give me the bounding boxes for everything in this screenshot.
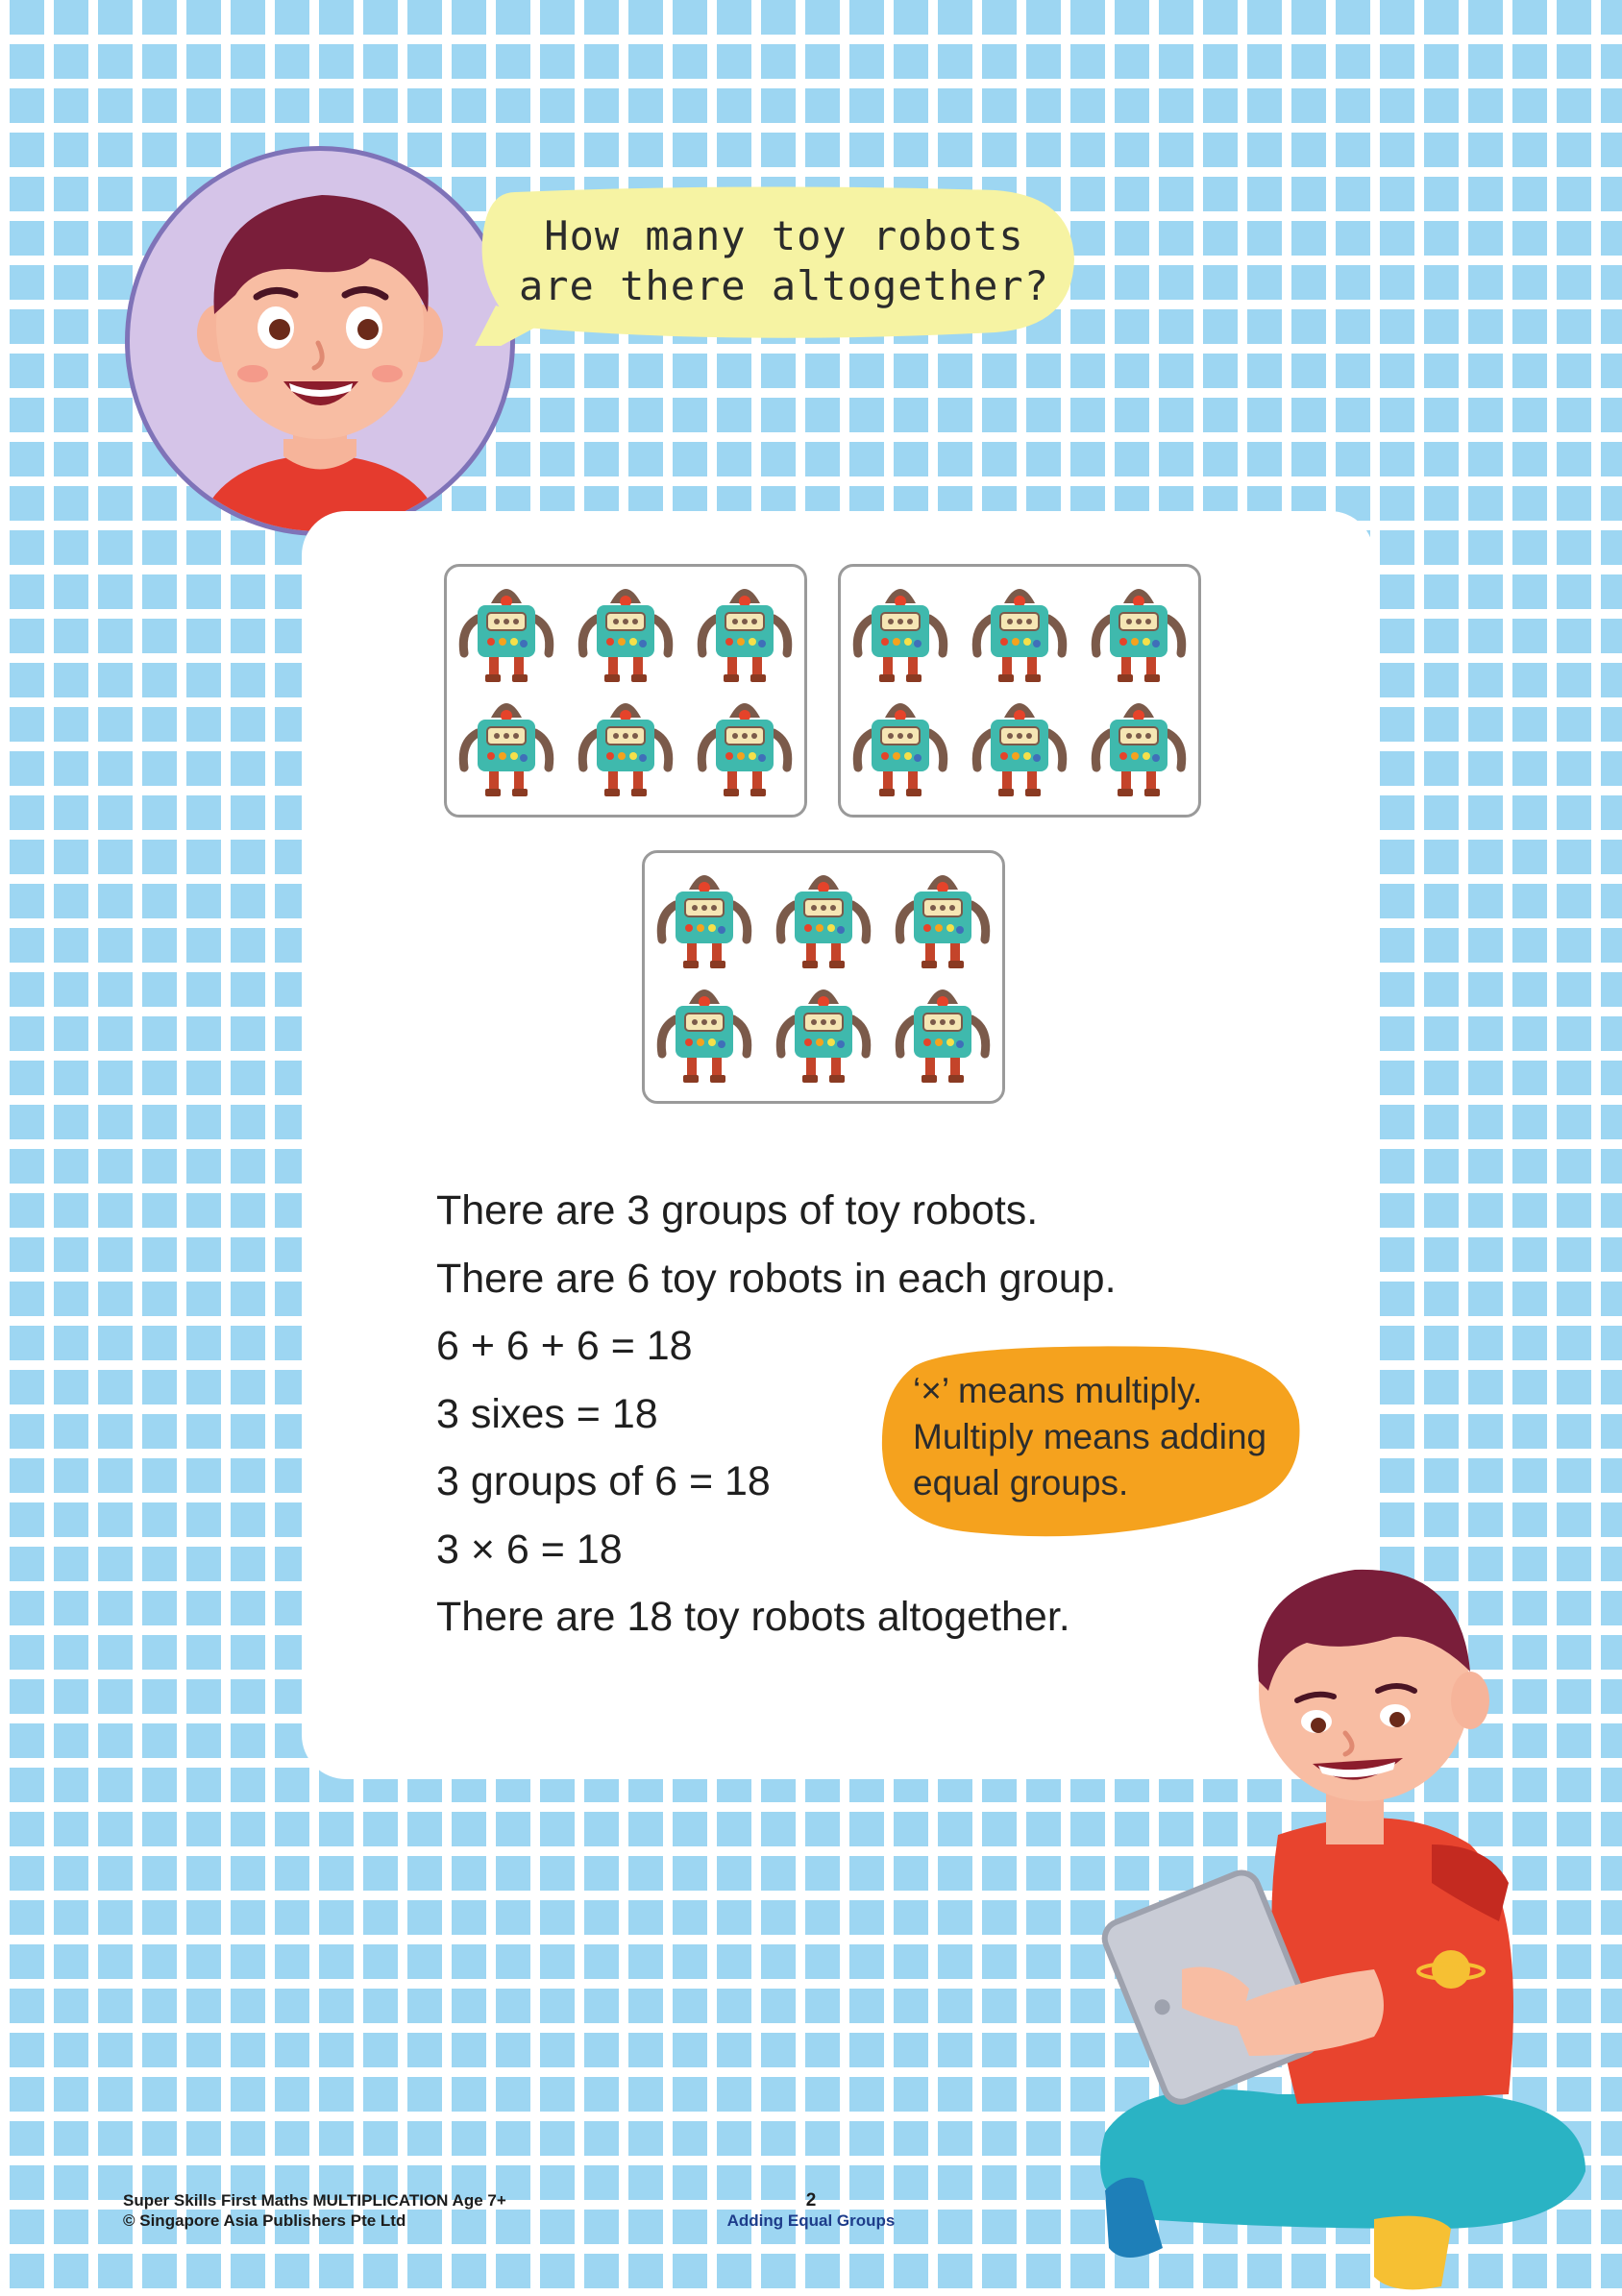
copyright: © Singapore Asia Publishers Pte Ltd xyxy=(123,2211,406,2230)
robot-icon xyxy=(661,989,747,1083)
boy-with-tablet-illustration xyxy=(1086,1556,1622,2296)
text-line-6: 3 × 6 = 18 xyxy=(436,1526,623,1573)
tip-line-1: ‘×’ means multiply. xyxy=(913,1371,1203,1410)
text-line-2: There are 6 toy robots in each group. xyxy=(436,1255,1117,1302)
section-name: Adding Equal Groups xyxy=(726,2211,896,2230)
robot-icon xyxy=(1095,703,1181,796)
tip-line-2: Multiply means adding xyxy=(913,1417,1267,1456)
robot-icon xyxy=(780,989,866,1083)
robot-icon xyxy=(976,703,1062,796)
text-line-4: 3 sixes = 18 xyxy=(436,1390,658,1437)
page-number: 2 xyxy=(805,2190,817,2211)
robot-icon xyxy=(463,589,549,682)
boy-face-icon xyxy=(130,151,510,531)
text-line-3: 6 + 6 + 6 = 18 xyxy=(436,1323,693,1369)
robot-icon xyxy=(582,589,668,682)
tip-line-3: equal groups. xyxy=(913,1463,1129,1502)
robot-icon xyxy=(661,875,747,968)
text-line-5: 3 groups of 6 = 18 xyxy=(436,1458,771,1504)
robot-icon xyxy=(1095,589,1181,682)
robot-icon xyxy=(780,875,866,968)
robot-icon xyxy=(463,703,549,796)
robot-icon xyxy=(701,703,787,796)
robot-group-2-icons xyxy=(841,567,1198,815)
robot-group-3 xyxy=(642,850,1005,1104)
robot-group-1-icons xyxy=(447,567,804,815)
robot-group-2 xyxy=(838,564,1201,818)
footer-left xyxy=(123,2190,506,2231)
robot-icon xyxy=(582,703,668,796)
speech-line-2: are there altogether? xyxy=(518,262,1049,309)
book-title: Super Skills First Maths MULTIPLICATION Age 7+ xyxy=(123,2191,506,2210)
robot-group-3-icons xyxy=(645,853,1002,1101)
robot-group-1 xyxy=(444,564,807,818)
robot-icon xyxy=(899,875,985,968)
robot-icon xyxy=(857,589,943,682)
text-line-7: There are 18 toy robots altogether. xyxy=(436,1594,1070,1640)
speech-bubble xyxy=(457,183,1082,346)
tip-bubble xyxy=(876,1343,1305,1545)
text-line-1: There are 3 groups of toy robots. xyxy=(436,1187,1039,1233)
robot-icon xyxy=(701,589,787,682)
robot-icon xyxy=(857,703,943,796)
speech-line-1: How many toy robots xyxy=(544,212,1024,259)
footer-center xyxy=(715,2190,907,2231)
robot-icon xyxy=(899,989,985,1083)
robot-icon xyxy=(976,589,1062,682)
